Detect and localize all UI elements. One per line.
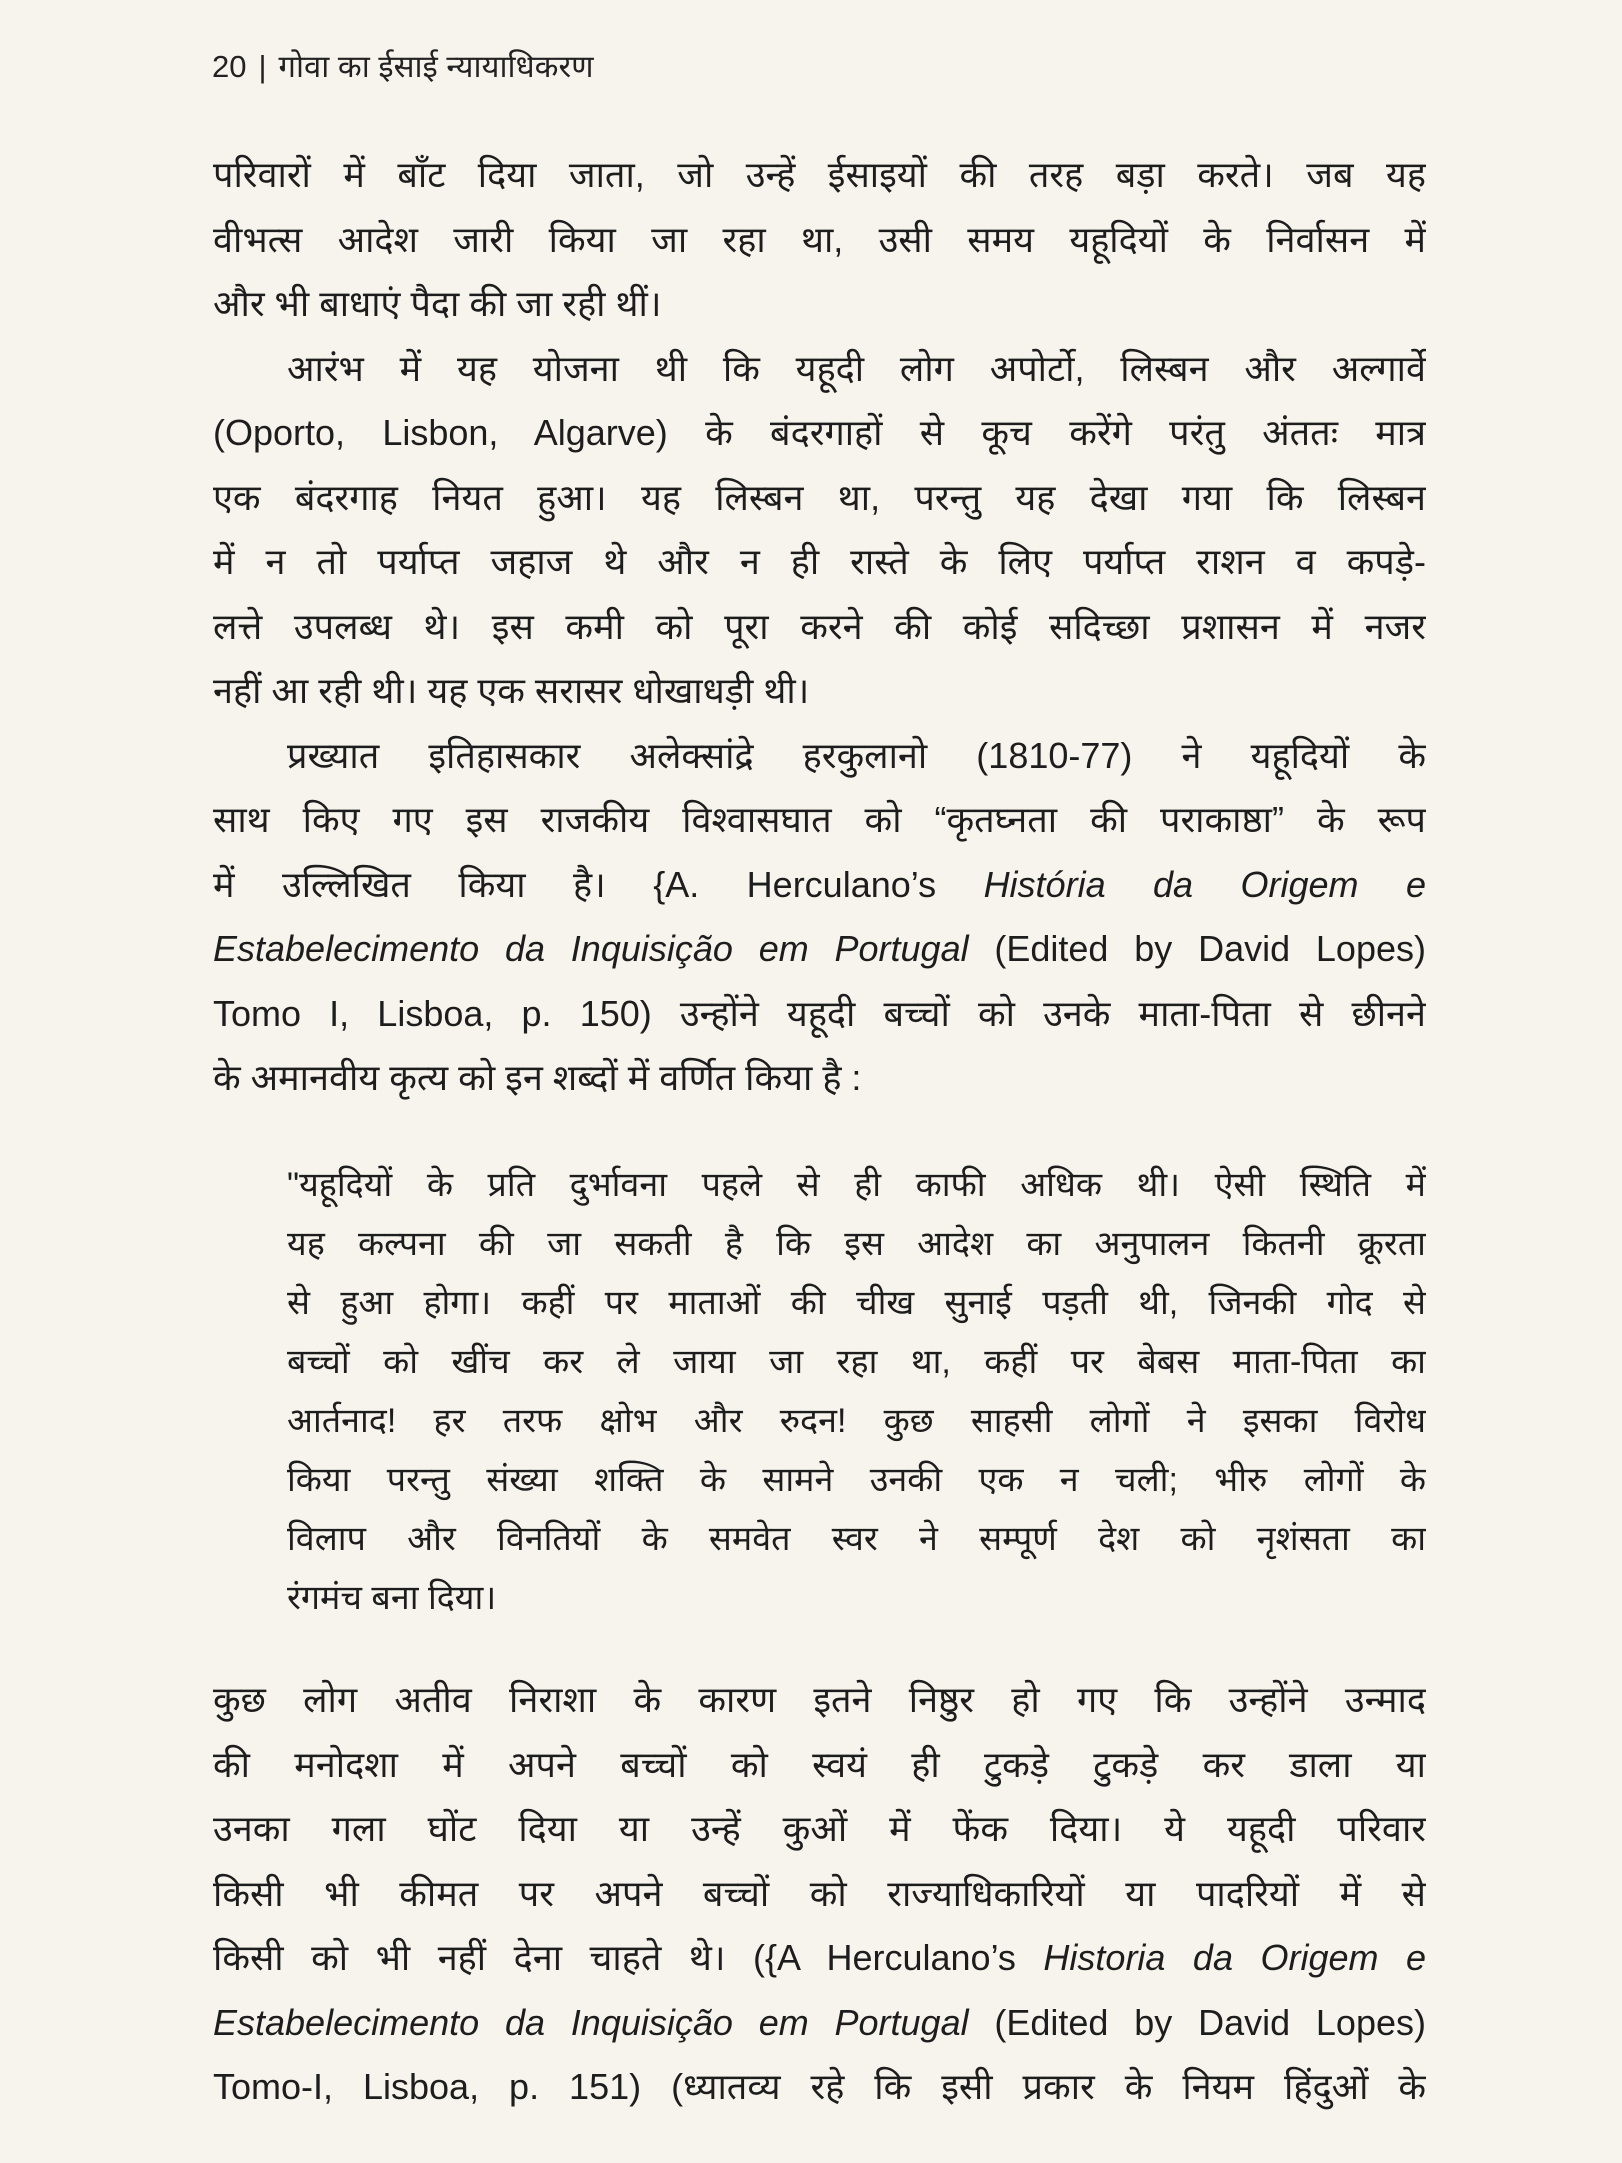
text-line: प्रख्यात इतिहासकार अलेक्सांद्रे हरकुलानो (1810-77) ने यहूदियों के bbox=[287, 734, 1426, 776]
text-line: की मनोदशा में अपने बच्चों को स्वयं ही टुकड़े टुकड़े कर डाला या bbox=[213, 1743, 1426, 1785]
quote-line: आर्तनाद! हर तरफ क्षोभ और रुदन! कुछ साहसी लोगों ने इसका विरोध bbox=[287, 1402, 1426, 1440]
main-text bbox=[213, 143, 1426, 1111]
text-line: Tomo I, Lisboa, p. 150) उन्होंने यहूदी बच्चों को उनके माता-पिता से छीनने bbox=[213, 992, 1426, 1034]
text-line: कुछ लोग अतीव निराशा के कारण इतने निष्ठुर हो गए कि उन्होंने उन्माद bbox=[213, 1679, 1426, 1720]
quote-line: यह कल्पना की जा सकती है कि इस आदेश का अनुपालन कितनी क्रूरता bbox=[287, 1225, 1426, 1263]
quote-line: रंगमंच बना दिया। bbox=[287, 1579, 497, 1617]
italic-book-title: História da Origem e bbox=[983, 863, 1426, 905]
text-line: आरंभ में यह योजना थी कि यहूदी लोग अपोर्टो, लिस्बन और अल्गार्वे bbox=[287, 347, 1426, 389]
header-separator: | bbox=[258, 49, 267, 84]
paragraph-2 bbox=[213, 337, 1426, 724]
line-text: किसी को भी नहीं देना चाहते थे। ({A Herculano’s bbox=[213, 1937, 1044, 1978]
text-line: और भी बाधाएं पैदा की जा रही थीं। bbox=[213, 283, 662, 324]
page-number: 20 bbox=[212, 49, 247, 84]
text-line: नहीं आ रही थी। यह एक सरासर धोखाधड़ी थी। bbox=[213, 670, 810, 711]
block-quote bbox=[287, 1156, 1426, 1628]
text-line: एक बंदरगाह नियत हुआ। यह लिस्बन था, परन्तु यह देखा गया कि लिस्बन bbox=[213, 476, 1426, 518]
text-line: के अमानवीय कृत्य को इन शब्दों में वर्णित किया है : bbox=[213, 1057, 862, 1098]
text-line bbox=[213, 1926, 1426, 1991]
text-line bbox=[213, 917, 1426, 982]
paragraph-3 bbox=[213, 724, 1426, 1111]
paragraph-1 bbox=[213, 143, 1426, 337]
text-line: (Oporto, Lisbon, Algarve) के बंदरगाहों से कूच करेंगे परंतु अंततः मात्र bbox=[213, 412, 1426, 453]
quote-line: बच्चों को खींच कर ले जाया जा रहा था, कहीं पर बेबस माता-पिता का bbox=[287, 1343, 1426, 1381]
quote-line: विलाप और विनतियों के समवेत स्वर ने सम्पूर्ण देश को नृशंसता का bbox=[287, 1520, 1426, 1558]
text-line: किसी भी कीमत पर अपने बच्चों को राज्याधिकारियों या पादरियों में से bbox=[213, 1872, 1426, 1914]
text-line bbox=[213, 1991, 1426, 2056]
text-line: उनका गला घोंट दिया या उन्हें कुओं में फेंक दिया। ये यहूदी परिवार bbox=[213, 1808, 1426, 1849]
text-line: लत्ते उपलब्ध थे। इस कमी को पूरा करने की कोई सदिच्छा प्रशासन में नजर bbox=[213, 605, 1426, 647]
italic-book-title: Estabelecimento da Inquisição em Portugal bbox=[213, 928, 969, 969]
text-line: में न तो पर्याप्त जहाज थे और न ही रास्ते के लिए पर्याप्त राशन व कपड़े- bbox=[213, 541, 1426, 582]
line-text: में उल्लिखित किया है। {A. Herculano’s bbox=[213, 863, 984, 905]
text-line: साथ किए गए इस राजकीय विश्वासघात को “कृतघ्नता की पराकाष्ठा” के रूप bbox=[213, 799, 1426, 840]
running-header bbox=[212, 44, 594, 90]
text-line bbox=[213, 853, 1426, 918]
paragraph-4 bbox=[213, 1668, 1426, 2120]
quote-line: से हुआ होगा। कहीं पर माताओं की चीख सुनाई पड़ती थी, जिनकी गोद से bbox=[287, 1284, 1426, 1322]
italic-book-title: Historia da Origem e bbox=[1043, 1937, 1426, 1978]
text-line: वीभत्स आदेश जारी किया जा रहा था, उसी समय यहूदियों के निर्वासन में bbox=[213, 218, 1426, 260]
text-line: परिवारों में बाँट दिया जाता, जो उन्हें ईसाइयों की तरह बड़ा करते। जब यह bbox=[213, 154, 1426, 195]
line-text: (Edited by David Lopes) bbox=[968, 928, 1426, 969]
quote-line: "यहूदियों के प्रति दुर्भावना पहले से ही काफी अधिक थी। ऐसी स्थिति में bbox=[287, 1166, 1426, 1204]
line-text: (Edited by David Lopes) bbox=[968, 2001, 1426, 2043]
running-title: गोवा का ईसाई न्यायाधिकरण bbox=[278, 49, 594, 84]
quote-line: किया परन्तु संख्या शक्ति के सामने उनकी एक न चली; भीरु लोगों के bbox=[287, 1461, 1426, 1499]
italic-book-title: Estabelecimento da Inquisição em Portugal bbox=[213, 2001, 969, 2043]
text-line: Tomo-I, Lisboa, p. 151) (ध्यातव्य रहे कि इसी प्रकार के नियम हिंदुओं के bbox=[213, 2066, 1426, 2107]
